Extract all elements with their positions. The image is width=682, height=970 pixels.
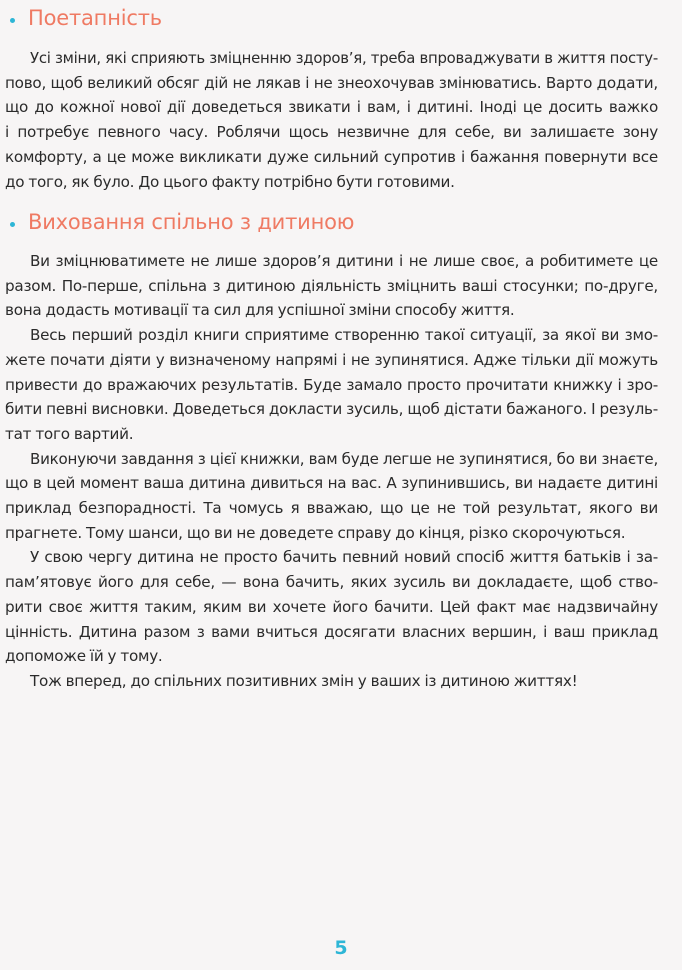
text-line: допоможе їй у тому. (5, 647, 163, 666)
text-line: прагнете. Тому шанси, що ви не доведете справу до кінця, різко скорочуються. (5, 523, 626, 542)
section-body-gradualness (5, 46, 658, 194)
section-heading-text: Поетапність (28, 6, 162, 30)
text-line: пам’ятовує його для себе, — вона бачить, яких зусиль ви докладаєте, щоб ство- (5, 573, 658, 592)
text-line: разом. По-перше, спільна з дитиною діяльність зміцнить ваші стосунки; по-друге, (5, 276, 658, 295)
section-body-joint-upbringing (5, 249, 658, 694)
section-heading-gradualness (10, 4, 162, 32)
text-line: що до кожної нової дії доведеться звикати і вам, і дитині. Іноді це досить важко (5, 98, 658, 117)
text-line: приклад безпорадності. Та чомусь я вважаю, що це не той результат, якого ви (5, 499, 658, 518)
bullet-icon (10, 222, 15, 227)
text-line: комфорту, а це може викликати дуже сильний супротив і бажання повернути все (5, 147, 658, 166)
text-line: Весь перший розділ книги сприятиме створенню такої ситуації, за якої ви змо- (30, 326, 658, 345)
bullet-icon (10, 18, 15, 23)
text-line: цінність. Дитина разом з вами вчиться досягати власних вершин, і ваш приклад (5, 622, 658, 641)
text-line: У свою чергу дитина не просто бачить певний новий спосіб життя батьків і за- (30, 548, 658, 567)
text-line: Усі зміни, які сприяють зміцненню здоров’я, треба впроваджувати в життя посту- (30, 49, 658, 67)
text-line: Ви зміцнюватимете не лише здоров’я дитини і не лише своє, а робитимете це (30, 252, 658, 270)
text-line: вона додасть мотивації та сил для успішної зміни способу життя. (5, 301, 515, 320)
text-line: пово, щоб великий обсяг дій не лякав і не знеохочував змінюватись. Варто додати, (5, 73, 658, 92)
page-number: 5 (334, 937, 348, 959)
text-line: рити своє життя таким, яким ви хочете його бачити. Цей факт має надзвичайну (5, 597, 658, 616)
text-line: тат того вартий. (5, 424, 134, 443)
text-line: Тож вперед, до спільних позитивних змін у ваших із дитиною життях! (30, 671, 578, 690)
text-line: привести до вражаючих результатів. Буде замало просто прочитати книжку і зро- (5, 375, 658, 394)
text-line: бити певні висновки. Доведеться докласти зусиль, щоб дістати бажаного. І резуль- (5, 400, 658, 419)
text-line: і потребує певного часу. Роблячи щось незвичне для себе, ви залишаєте зону (5, 123, 658, 142)
text-line: Виконуючи завдання з цієї книжки, вам буде легше не зупинятися, бо ви знаєте, (30, 449, 658, 468)
section-heading-text: Виховання спільно з дитиною (28, 210, 355, 234)
text-line: що в цей момент ваша дитина дивиться на вас. А зупинившись, ви надаєте дитині (5, 474, 658, 493)
section-heading-joint-upbringing (10, 208, 354, 236)
text-line: жете почати діяти у визначеному напрямі і не зупинятися. Адже тільки дії можуть (5, 350, 658, 369)
text-line: до того, як було. До цього факту потрібно бути готовими. (5, 172, 455, 191)
